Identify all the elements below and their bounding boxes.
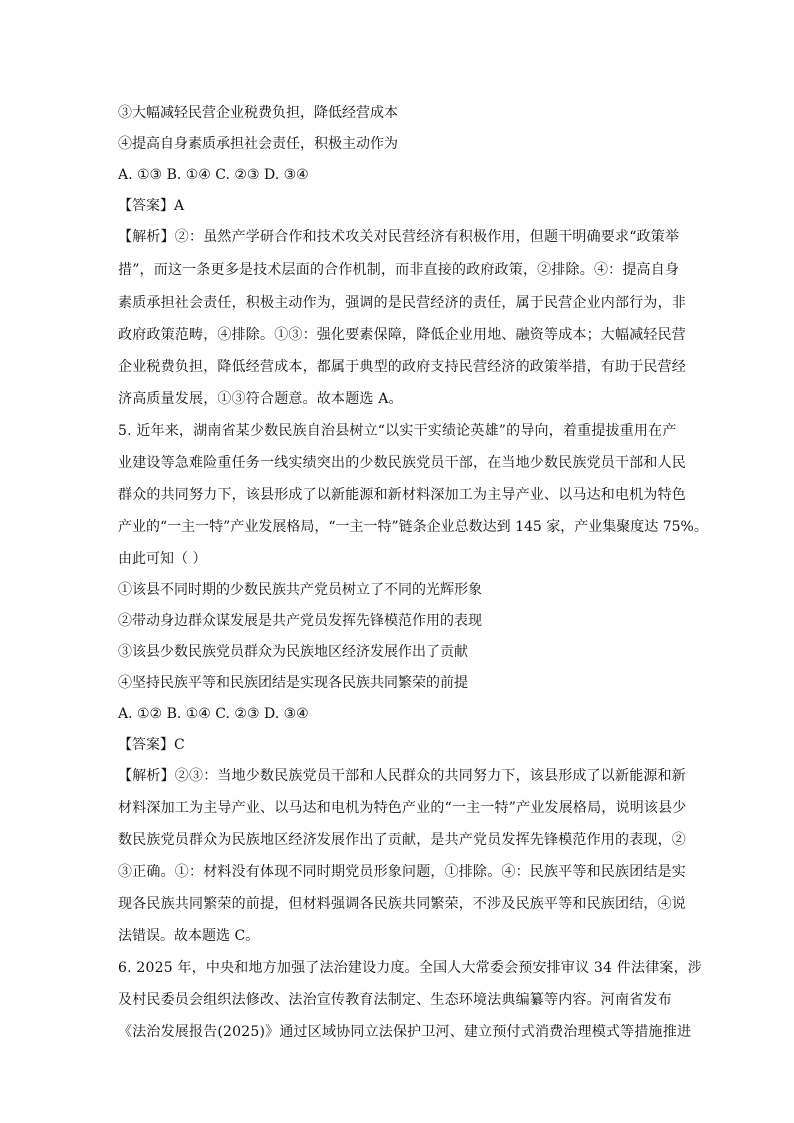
- answer-line: 【答案】A: [118, 198, 185, 214]
- question-5-stem: 5. 近年来，湖南省某少数民族自治县树立“以实干实绩论英雄”的导向，着重提拔重用在产: [118, 423, 677, 439]
- option-1-line: ①该县不同时期的少数民族共产党员树立了不同的光辉形象: [118, 582, 482, 598]
- analysis-line: 济高质量发展，①③符合题意。故本题选 A。: [118, 391, 403, 407]
- analysis-line: 数民族党员群众为民族地区经济发展作出了贡献，是共产党员发挥先锋模范作用的表现，②: [118, 832, 686, 848]
- analysis-line: 素质承担社会责任，积极主动作为，强调的是民营经济的责任，属于民营企业内部行为，非: [118, 295, 686, 311]
- question-6-stem: 6. 2025 年，中央和地方加强了法治建设力度。全国人大常委会预安排审议 34 件法律案，涉: [118, 960, 702, 976]
- question-5-prompt: 由此可知（ ）: [118, 551, 207, 567]
- option-4-line: ④提高自身素质承担社会责任，积极主动作为: [118, 136, 398, 152]
- option-4-line: ④坚持民族平等和民族团结是实现各民族共同繁荣的前提: [118, 675, 468, 691]
- option-2-line: ②带动身边群众谋发展是共产党员发挥先锋模范作用的表现: [118, 613, 482, 629]
- option-3-line: ③该县少数民族党员群众为民族地区经济发展作出了贡献: [118, 644, 468, 660]
- question-5-stem: 群众的共同努力下，该县形成了以新能源和新材料深加工为主导产业、以马达和电机为特色: [118, 487, 686, 503]
- analysis-line: 材料深加工为主导产业、以马达和电机为特色产业的“一主一特”产业发展格局，说明该县少: [118, 800, 687, 816]
- question-6-stem: 《法治发展报告(2025)》通过区域协同立法保护卫河、建立预付式消费治理模式等措施推进: [118, 1024, 692, 1040]
- choices-line: A. ①② B. ①④ C. ②③ D. ③④: [118, 706, 309, 722]
- question-5-stem: 产业的“一主一特”产业发展格局，“一主一特”链条企业总数达到 145 家，产业集聚度达 75%。: [118, 519, 708, 535]
- analysis-line: 法错误。故本题选 C。: [118, 928, 260, 944]
- question-5-stem: 业建设等急难险重任务一线实绩突出的少数民族党员干部，在当地少数民族党员干部和人民: [118, 455, 686, 471]
- analysis-line: 政府政策范畴，④排除。①③：强化要素保障，降低企业用地、融资等成本；大幅减轻民营: [118, 327, 686, 343]
- analysis-line: 现各民族共同繁荣的前提，但材料强调各民族共同繁荣，不涉及民族平等和民族团结，④说: [118, 896, 686, 912]
- analysis-line: ③正确。①：材料没有体现不同时期党员形象问题，①排除。④：民族平等和民族团结是实: [118, 864, 686, 880]
- choices-line: A. ①③ B. ①④ C. ②③ D. ③④: [118, 167, 309, 183]
- analysis-line: 【解析】②③：当地少数民族党员干部和人民群众的共同努力下，该县形成了以新能源和新: [118, 768, 686, 784]
- option-3-line: ③大幅减轻民营企业税费负担，降低经营成本: [118, 105, 398, 121]
- answer-line: 【答案】C: [118, 737, 185, 753]
- analysis-line: 【解析】②：虽然产学研合作和技术攻关对民营经济有积极作用，但题干明确要求“政策举: [118, 229, 680, 245]
- analysis-line: 措”，而这一条更多是技术层面的合作机制，而非直接的政府政策，②排除。④：提高自身: [118, 262, 680, 278]
- question-6-stem: 及村民委员会组织法修改、法治宣传教育法制定、生态环境法典编纂等内容。河南省发布: [118, 992, 672, 1008]
- analysis-line: 企业税费负担，降低经营成本，都属于典型的政府支持民营经济的政策举措，有助于民营经: [118, 359, 686, 375]
